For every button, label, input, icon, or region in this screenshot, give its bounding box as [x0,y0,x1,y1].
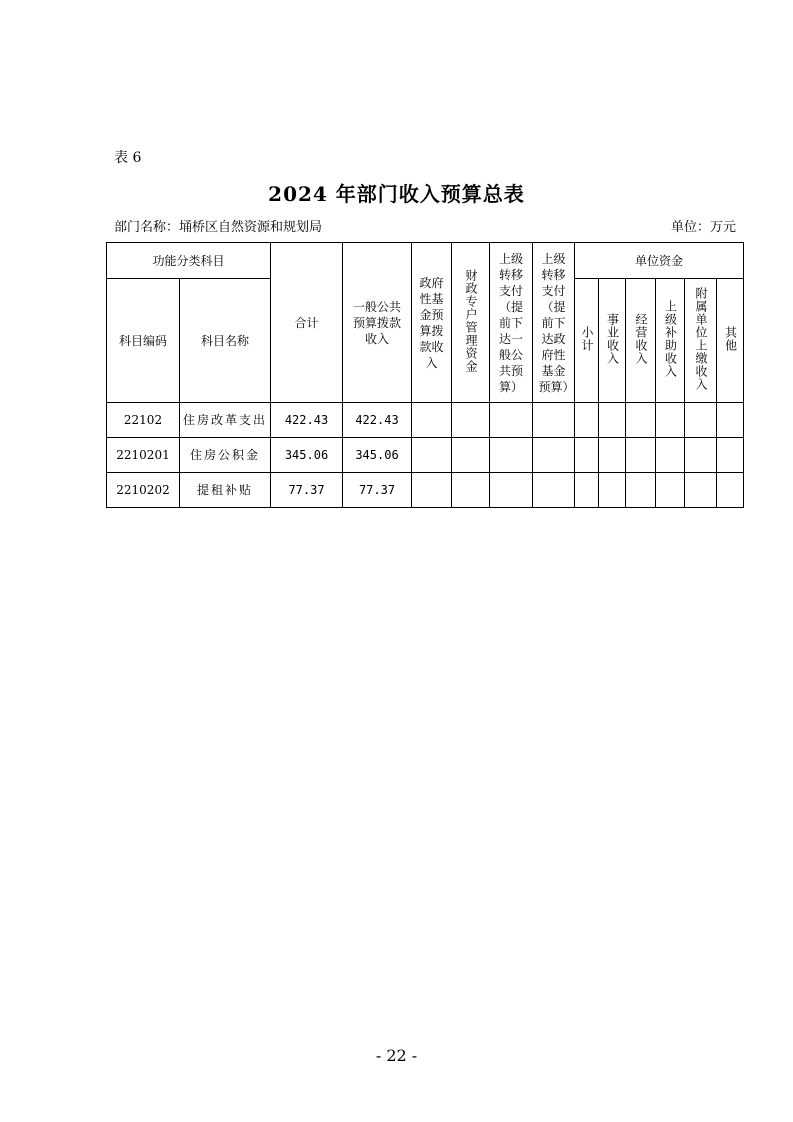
header-code: 科目编码 [107,279,180,403]
table-number: 表 6 [114,150,142,166]
row-name: 住房公积金 [180,438,271,473]
row-code: 2210201 [107,438,180,473]
row-general-public: 422.43 [343,403,412,438]
header-fiscal-special: 财政专户管理资金 [452,243,490,403]
page-title: 2024 年部门收入预算总表 [268,182,525,206]
row-general-public: 77.37 [343,473,412,508]
header-operating: 经营收入 [626,279,656,403]
header-total: 合计 [271,243,343,403]
header-unit-funds: 单位资金 [575,243,744,279]
header-other: 其他 [717,279,744,403]
header-upper-general: 上级转移支付（提前下达一般公共预算） [490,243,533,403]
header-gov-fund: 政府性基金预算拨款收入 [412,243,452,403]
header-business: 事业收入 [599,279,626,403]
row-general-public: 345.06 [343,438,412,473]
row-name: 住房改革支出 [180,403,271,438]
row-total: 345.06 [271,438,343,473]
header-general-public: 一般公共预算拨款收入 [343,243,412,403]
table-row [107,403,744,438]
row-code: 22102 [107,403,180,438]
header-affiliated: 附属单位上缴收入 [685,279,717,403]
header-upper-fund: 上级转移支付（提前下达政府性基金预算） [533,243,575,403]
page-number: - 22 - [375,1046,418,1065]
header-upper-subsidy: 上级补助收入 [656,279,685,403]
row-code: 2210202 [107,473,180,508]
row-total: 77.37 [271,473,343,508]
table-row [107,438,744,473]
header-func-category: 功能分类科目 [107,243,271,279]
row-name: 提租补贴 [180,473,271,508]
department-label: 部门名称：埇桥区自然资源和规划局 [114,220,323,235]
header-name: 科目名称 [180,279,271,403]
table-row [107,473,744,508]
header-subtotal: 小计 [575,279,599,403]
row-total: 422.43 [271,403,343,438]
budget-table [106,242,744,508]
unit-label: 单位：万元 [671,220,737,235]
